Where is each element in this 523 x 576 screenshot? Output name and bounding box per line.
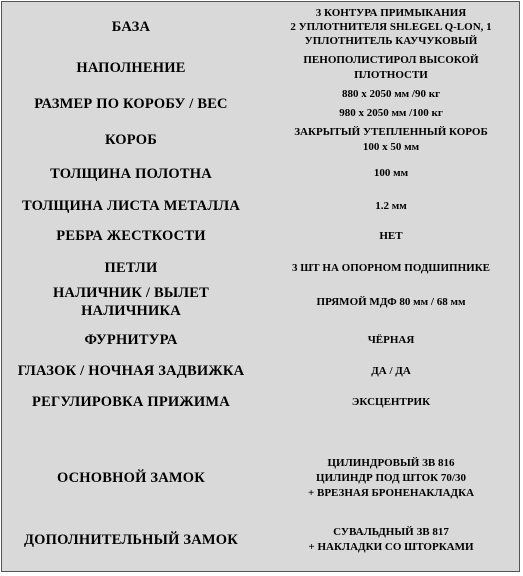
spec-label-line: ДОПОЛНИТЕЛЬНЫЙ ЗАМОК [23,532,239,548]
spec-row-filling [2,49,519,87]
spec-value-line: 3 ШТ НА ОПОРНОМ ПОДШИПНИКЕ [291,261,491,274]
spec-value-line: ЗАКРЫТЫЙ УТЕПЛЕННЫЙ КОРОБ [294,126,488,138]
spec-label [2,452,260,504]
spec-value-line: 100 мм [373,167,409,179]
spec-row-metal-thickness [2,191,519,221]
spec-label-line: ТОЛЩИНА ЛИСТА МЕТАЛЛА [21,198,241,214]
spec-label-line: ОСНОВНОЙ ЗАМОК [56,470,206,486]
spec-label [2,123,260,157]
spec-value [264,4,518,50]
spec-label-line: НАЛИЧНИКА [81,303,181,319]
spec-value-line: ЧЁРНАЯ [367,333,415,346]
spec-value-line: 1.2 мм [375,199,407,212]
spec-row-hinges [2,253,519,283]
spec-label-line: НАПОЛНЕНИЕ [76,60,186,76]
spec-value [264,388,518,416]
spec-value-line: ЦИЛИНДР ПОД ШТОК 70/30 [316,471,466,484]
spec-value [264,123,518,157]
spec-value-line: 880 х 2050 мм /90 кг [341,88,441,100]
spec-value [264,159,518,189]
spec-label [2,325,260,355]
spec-label-line: КОРОБ [104,132,158,148]
spec-value-line: ЦИЛИНДРОВЫЙ ЗВ 816 [327,456,455,469]
spec-row-base [2,4,519,50]
spec-value-line: НЕТ [379,229,403,242]
spec-label [2,388,260,416]
spec-value-line: ДА / ДА [371,364,411,377]
spec-value [264,522,518,558]
spec-value [264,253,518,283]
spec-label [2,253,260,283]
spec-value [264,85,518,123]
spec-value [264,452,518,504]
spec-value [264,283,518,321]
spec-value-line: 100 х 50 мм [362,141,420,153]
spec-value [264,221,518,251]
spec-value-line: + НАКЛАДКИ СО ШТОРКАМИ [308,541,474,553]
spec-label-line: НАЛИЧНИК / ВЫЛЕТ [52,285,210,301]
spec-value-line: ПРЯМОЙ МДФ 80 мм / 68 мм [316,295,466,308]
spec-row-clamp-adjust [2,388,519,416]
spec-value-line: + ВРЕЗНАЯ БРОНЕНАКЛАДКА [307,486,475,499]
spec-value [264,191,518,221]
spec-label [2,85,260,123]
spec-label [2,221,260,251]
spec-label [2,356,260,386]
spec-row-hardware [2,325,519,355]
spec-value [264,356,518,386]
spec-label-line: ТОЛЩИНА ПОЛОТНА [50,166,212,182]
spec-label-line: ФУРНИТУРА [84,332,178,348]
spec-row-extra-lock [2,522,519,558]
spec-label-line: ГЛАЗОК / НОЧНАЯ ЗАДВИЖКА [17,363,245,379]
spec-label-line: РЕБРА ЖЕСТКОСТИ [56,228,206,244]
spec-value-line: ПЛОТНОСТИ [354,69,428,81]
spec-label-line: БАЗА [111,19,151,35]
spec-row-leaf-thickness [2,159,519,189]
spec-label [2,4,260,50]
spec-value-line: СУВАЛЬДНЫЙ ЗВ 817 [333,526,449,538]
spec-label [2,159,260,189]
spec-row-frame [2,123,519,157]
specification-table [1,1,520,572]
spec-label-line: РЕГУЛИРОВКА ПРИЖИМА [32,394,230,410]
spec-label [2,522,260,558]
spec-value-line: ПЕНОПОЛИСТИРОЛ ВЫСОКОЙ [303,54,479,66]
spec-label [2,49,260,87]
spec-value-line: ЭКСЦЕНТРИК [351,395,431,408]
spec-label [2,283,260,321]
spec-row-casing [2,283,519,321]
spec-value-line: 980 х 2050 мм /100 кг [339,107,443,119]
spec-row-stiffeners [2,221,519,251]
spec-value-line: 2 УПЛОТНИТЕЛЯ SHLEGEL Q-LON, 1 [290,21,492,33]
spec-label-line: ПЕТЛИ [104,260,158,276]
spec-row-size-weight [2,85,519,123]
spec-row-main-lock [2,452,519,504]
spec-row-peephole-latch [2,356,519,386]
spec-value [264,325,518,355]
spec-label [2,191,260,221]
spec-label-line: РАЗМЕР ПО КОРОБУ / ВЕС [34,96,228,112]
spec-value-line: 3 КОНТУРА ПРИМЫКАНИЯ [315,7,467,19]
spec-value-line: УПЛОТНИТЕЛЬ КАУЧУКОВЫЙ [304,35,478,47]
spec-value [264,49,518,87]
